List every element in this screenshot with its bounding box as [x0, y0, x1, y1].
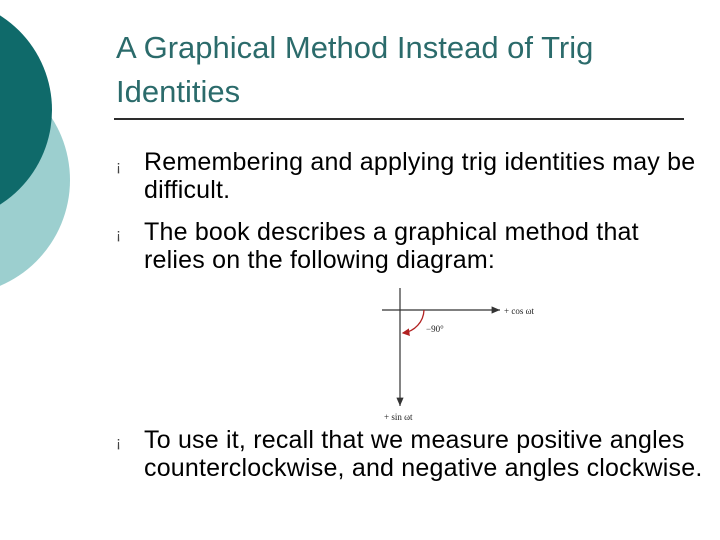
bullet-1-marker: ¡ — [116, 158, 121, 175]
bullet-1-text: Remembering and applying trig identities may be difficult. — [144, 148, 696, 204]
bullet-3-text: To use it, recall that we measure positive angles counterclockwise, and negative angles clockwise. — [144, 426, 703, 482]
y-axis-label: + sin ωt — [384, 412, 413, 422]
title-divider — [114, 118, 684, 120]
bullet-2-text: The book describes a graphical method that relies on the following diagram: — [144, 218, 639, 274]
angle-label: −90° — [426, 324, 444, 334]
angle-arc — [403, 310, 424, 333]
bullet-2-marker: ¡ — [116, 226, 121, 243]
x-axis-label: + cos ωt — [504, 306, 534, 316]
slide-title: A Graphical Method Instead of Trig Identities — [116, 30, 594, 109]
phasor-diagram — [376, 286, 556, 428]
bullet-3-marker: ¡ — [116, 434, 121, 451]
decorative-circles — [0, 0, 80, 300]
